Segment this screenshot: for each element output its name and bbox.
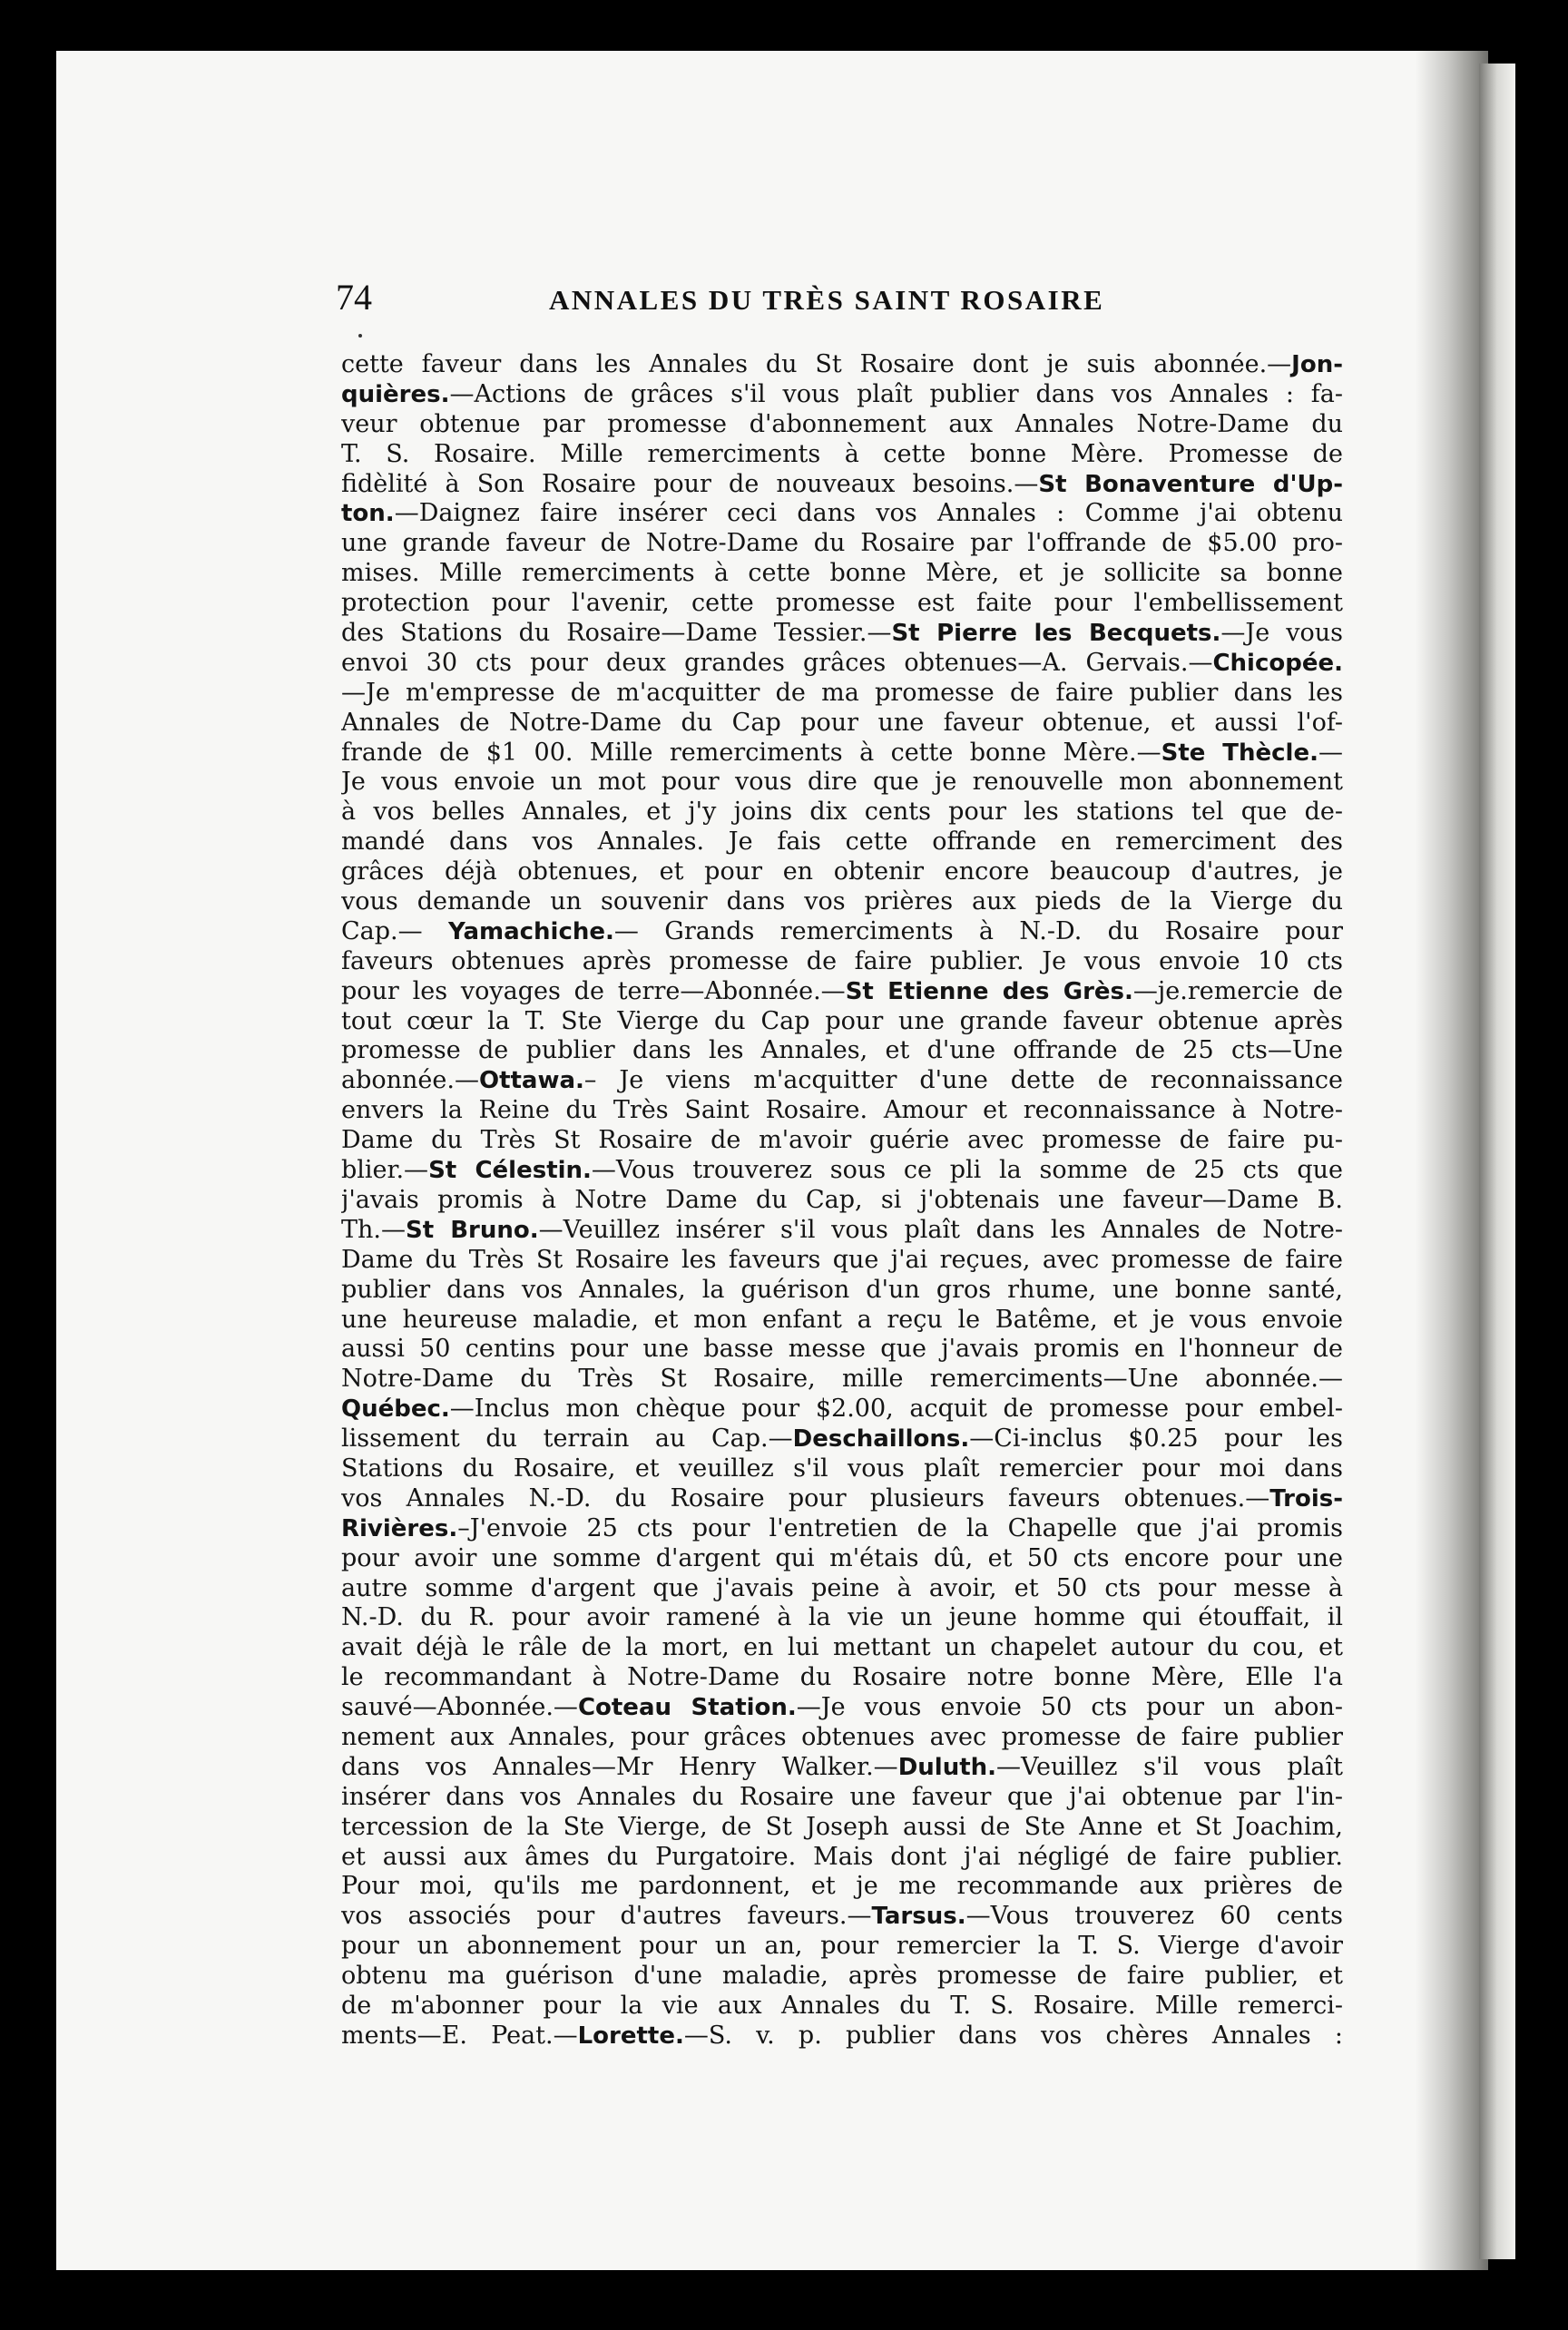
text-run: mises. Mille remerciments à cette bonne Mère, et je sollicite sa bonne — [341, 559, 1343, 588]
text-run: pour un abonnement pour un an, pour remercier la T. S. Vierge d'avoir — [341, 1932, 1343, 1961]
text-line — [341, 768, 1343, 798]
text-line — [341, 440, 1343, 470]
text-run: —je.remercie de — [1132, 976, 1343, 1005]
text-line — [341, 649, 1343, 679]
place-name: Deschaillons. — [792, 1425, 970, 1454]
text-run: j'avais promis à Notre Dame du Cap, si j'obtenais une faveur—Dame B. — [341, 1185, 1343, 1214]
text-line — [341, 1783, 1343, 1813]
place-name: Coteau Station. — [577, 1694, 797, 1722]
ink-speck — [358, 334, 362, 338]
text-run: —Vous trouverez sous ce pli la somme de 25 cts que — [591, 1156, 1343, 1185]
text-run: sauvé—Abonnée.— — [341, 1693, 578, 1722]
place-name: quières. — [341, 380, 450, 408]
text-run: pour les voyages de terre—Abonnée.— — [341, 976, 846, 1005]
text-run: Notre-Dame du Très St Rosaire, mille remerciments—Une abonnée.— — [341, 1365, 1343, 1394]
text-line — [341, 529, 1343, 559]
text-run: —Veuillez insérer s'il vous plaît dans les Annales de Notre- — [538, 1215, 1343, 1244]
text-line — [341, 1216, 1343, 1246]
text-run: et aussi aux âmes du Purgatoire. Mais dont j'ai négligé de faire publier. — [341, 1842, 1343, 1871]
text-run: Pour moi, qu'ils me pardonnent, et je me recommande aux prières de — [341, 1872, 1343, 1901]
body-text — [341, 350, 1343, 2051]
running-title: ANNALES DU TRÈS SAINT ROSAIRE — [549, 284, 1105, 316]
text-run: veur obtenue par promesse d'abonnement aux Annales Notre-Dame du — [341, 409, 1343, 438]
text-line — [341, 1932, 1343, 1962]
place-name: St Etienne des Grès. — [845, 977, 1133, 1005]
text-line — [341, 1753, 1343, 1783]
text-run: —S. v. p. publier dans vos chères Annales : — [683, 2021, 1343, 2050]
text-line — [341, 1276, 1343, 1306]
text-line — [341, 679, 1343, 709]
text-run: dans vos Annales—Mr Henry Walker.— — [341, 1752, 898, 1781]
text-line — [341, 1843, 1343, 1873]
text-line — [341, 1096, 1343, 1126]
place-name: Rivières. — [341, 1514, 458, 1542]
text-line — [341, 917, 1343, 947]
page-number: 74 — [336, 277, 372, 318]
place-name: Chicopée. — [1212, 649, 1343, 677]
text-line — [341, 350, 1343, 380]
text-run: abonnée.— — [341, 1066, 479, 1095]
text-run: une heureuse maladie, et mon enfant a reçu le Batême, et je vous envoie — [341, 1305, 1343, 1334]
text-run: lissement du terrain au Cap.— — [341, 1424, 793, 1454]
text-run: Th.— — [341, 1215, 406, 1244]
text-run: envoi 30 cts pour deux grandes grâces obtenues—A. Gervais.— — [341, 648, 1213, 677]
text-run: insérer dans vos Annales du Rosaire une faveur que j'ai obtenue par l'in- — [341, 1782, 1343, 1811]
text-run: Dame du Très St Rosaire de m'avoir guérie avec promesse de faire pu- — [341, 1126, 1343, 1155]
place-name: Ste Thècle. — [1161, 739, 1318, 767]
text-run: —Ci-inclus $0.25 pour les — [969, 1424, 1343, 1454]
place-name: Duluth. — [897, 1753, 997, 1781]
text-line — [341, 1603, 1343, 1633]
text-run: faveurs obtenues après promesse de faire publier. Je vous envoie 10 cts — [341, 946, 1343, 975]
text-run: –J'envoie 25 cts pour l'entretien de la Chapelle que j'ai promis — [457, 1513, 1343, 1542]
place-name: Trois- — [1269, 1484, 1343, 1513]
text-line — [341, 1962, 1343, 1992]
text-run: —Inclus mon chèque pour $2.00, acquit de promesse pour embel- — [449, 1395, 1343, 1424]
place-name: St Pierre les Becquets. — [891, 620, 1221, 648]
text-run: fidèlité à Son Rosaire pour de nouveaux besoins.— — [341, 469, 1039, 498]
text-line — [341, 1484, 1343, 1514]
text-line — [341, 1574, 1343, 1604]
text-line — [341, 1066, 1343, 1096]
text-run: avait déjà le râle de la mort, en lui mettant un chapelet autour du cou, et — [341, 1633, 1343, 1662]
place-name: St Célestin. — [428, 1157, 592, 1185]
text-line — [341, 1036, 1343, 1066]
text-run: publier dans vos Annales, la guérison d'un gros rhume, une bonne santé, — [341, 1275, 1343, 1304]
text-line — [341, 827, 1343, 857]
text-run: Dame du Très St Rosaire les faveurs que j'ai reçues, avec promesse de faire — [341, 1245, 1343, 1274]
place-name: St Bonaventure d'Up- — [1038, 470, 1343, 498]
text-run: —Je m'empresse de m'acquitter de ma promesse de faire publier dans les — [341, 678, 1343, 707]
text-run: autre somme d'argent que j'avais peine à avoir, et 50 cts pour messe à — [341, 1573, 1343, 1602]
text-run: T. S. Rosaire. Mille remerciments à cette bonne Mère. Promesse de — [341, 439, 1343, 468]
text-run: — — [1318, 738, 1343, 767]
text-run: tout cœur la T. Ste Vierge du Cap pour une grande faveur obtenue après — [341, 1006, 1343, 1035]
text-line — [341, 2022, 1343, 2051]
text-run: vos Annales N.-D. du Rosaire pour plusieurs faveurs obtenues.— — [341, 1483, 1270, 1513]
text-run: —Vous trouverez 60 cents — [965, 1902, 1343, 1931]
place-name: Lorette. — [577, 2022, 684, 2050]
text-line — [341, 619, 1343, 649]
text-line — [341, 589, 1343, 619]
text-run: Stations du Rosaire, et veuillez s'il vous plaît remercier pour moi dans — [341, 1454, 1343, 1483]
text-line — [341, 1544, 1343, 1574]
text-line — [341, 887, 1343, 917]
text-line — [341, 1007, 1343, 1037]
text-run: envers la Reine du Très Saint Rosaire. Amour et reconnaissance à Notre- — [341, 1096, 1343, 1125]
text-run: promesse de publier dans les Annales, et d'une offrande de 25 cts—Une — [341, 1036, 1343, 1065]
text-line — [341, 1454, 1343, 1484]
text-line — [341, 1335, 1343, 1365]
place-name: Yamachiche. — [448, 917, 614, 945]
text-run: —Je vous envoie 50 cts pour un abon- — [796, 1693, 1343, 1722]
text-run: vos associés pour d'autres faveurs.— — [341, 1902, 872, 1931]
text-line — [341, 1126, 1343, 1156]
text-line — [341, 709, 1343, 739]
text-run: aussi 50 centins pour une basse messe que j'avais promis en l'honneur de — [341, 1335, 1343, 1364]
text-line — [341, 1424, 1343, 1454]
text-line — [341, 1872, 1343, 1902]
text-run: ments—E. Peat.— — [341, 2021, 578, 2050]
text-run: Cap.— — [341, 916, 448, 945]
text-line — [341, 559, 1343, 589]
text-line — [341, 1813, 1343, 1843]
text-run: – Je viens m'acquitter d'une dette de reconnaissance — [583, 1066, 1343, 1095]
text-run: à vos belles Annales, et j'y joins dix cents pour les stations tel que de- — [341, 798, 1343, 827]
text-line — [341, 857, 1343, 887]
place-name: St Bruno. — [405, 1216, 539, 1244]
running-header — [336, 275, 1334, 320]
text-run: mandé dans vos Annales. Je fais cette offrande en remerciment des — [341, 827, 1343, 857]
text-line — [341, 1395, 1343, 1424]
place-name: Ottawa. — [478, 1067, 584, 1095]
text-run: pour avoir une somme d'argent qui m'étais dû, et 50 cts encore pour une — [341, 1543, 1343, 1572]
place-name: Québec. — [341, 1395, 450, 1424]
text-line — [341, 947, 1343, 977]
text-run: —Veuillez s'il vous plaît — [996, 1752, 1343, 1781]
book-edge — [1479, 64, 1515, 2259]
text-line — [341, 739, 1343, 769]
text-line — [341, 380, 1343, 410]
text-line — [341, 1514, 1343, 1544]
text-run: le recommandant à Notre-Dame du Rosaire notre bonne Mère, Elle l'a — [341, 1663, 1343, 1692]
text-line — [341, 1693, 1343, 1723]
place-name: Tarsus. — [871, 1903, 966, 1931]
text-run: protection pour l'avenir, cette promesse est faite pour l'embellissement — [341, 589, 1343, 618]
text-line — [341, 1723, 1343, 1753]
text-run: Annales de Notre-Dame du Cap pour une faveur obtenue, et aussi l'of- — [341, 708, 1343, 737]
text-line — [341, 1902, 1343, 1932]
text-run: vous demande un souvenir dans vos prières aux pieds de la Vierge du — [341, 887, 1343, 916]
text-line — [341, 470, 1343, 500]
text-run: nement aux Annales, pour grâces obtenues avec promesse de faire publier — [341, 1722, 1343, 1751]
text-run: Je vous envoie un mot pour vous dire que je renouvelle mon abonnement — [341, 768, 1343, 797]
text-line — [341, 1186, 1343, 1216]
place-name: Jon- — [1291, 351, 1343, 378]
text-run: blier.— — [341, 1156, 429, 1185]
text-run: —Actions de grâces s'il vous plaît publier dans vos Annales : fa- — [449, 379, 1343, 408]
page-edge-shadow — [1416, 51, 1488, 2270]
text-run: grâces déjà obtenues, et pour en obtenir encore beaucoup d'autres, je — [341, 857, 1343, 886]
text-line — [341, 1306, 1343, 1336]
text-run: obtenu ma guérison d'une maladie, après promesse de faire publier, et — [341, 1962, 1343, 1991]
text-line — [341, 499, 1343, 529]
text-run: tercession de la Ste Vierge, de St Joseph aussi de Ste Anne et St Joachim, — [341, 1812, 1343, 1841]
text-run: frande de $1 00. Mille remerciments à cette bonne Mère.— — [341, 738, 1161, 767]
text-line — [341, 1633, 1343, 1663]
text-run: N.-D. du R. pour avoir ramené à la vie un jeune homme qui étouffait, il — [341, 1603, 1343, 1632]
place-name: ton. — [341, 500, 395, 528]
text-run: cette faveur dans les Annales du St Rosaire dont je suis abonnée.— — [341, 350, 1292, 378]
text-run: — Grands remerciments à N.-D. du Rosaire pour — [613, 916, 1343, 945]
text-run: des Stations du Rosaire—Dame Tessier.— — [341, 619, 892, 648]
text-line — [341, 410, 1343, 440]
text-line — [341, 1663, 1343, 1693]
text-line — [341, 1365, 1343, 1395]
text-line — [341, 977, 1343, 1007]
text-run: une grande faveur de Notre-Dame du Rosaire par l'offrande de $5.00 pro- — [341, 529, 1343, 558]
text-run: —Je vous — [1220, 619, 1343, 648]
text-line — [341, 1992, 1343, 2022]
text-line — [341, 1156, 1343, 1186]
text-line — [341, 1246, 1343, 1276]
text-run: de m'abonner pour la vie aux Annales du T. S. Rosaire. Mille remerci- — [341, 1991, 1343, 2020]
text-line — [341, 798, 1343, 827]
text-run: —Daignez faire insérer ceci dans vos Annales : Comme j'ai obtenu — [394, 499, 1343, 528]
